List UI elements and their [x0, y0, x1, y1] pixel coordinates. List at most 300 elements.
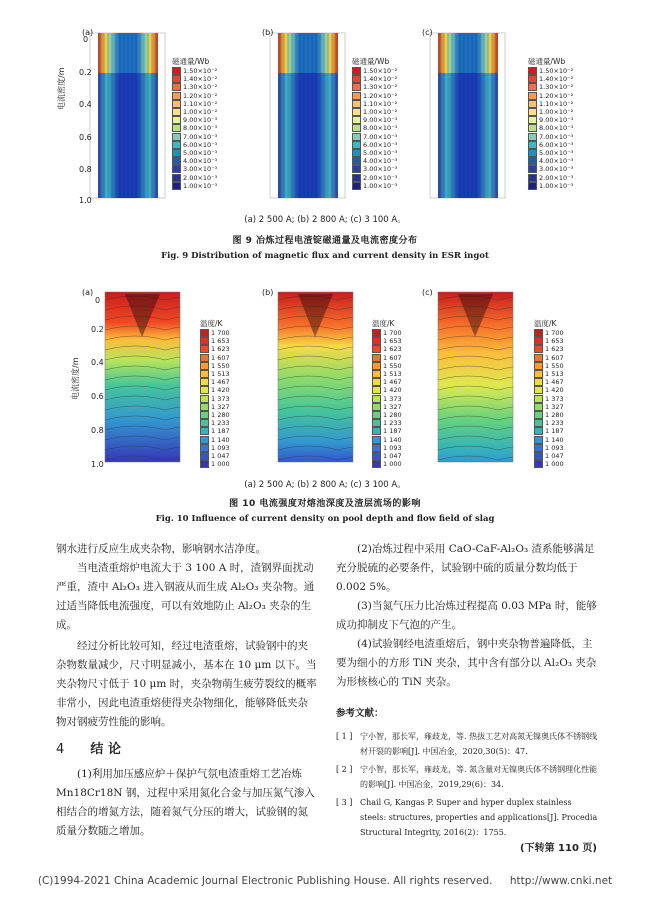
fig9-legend-label: 9.00×10⁻³ — [363, 116, 398, 125]
fig10-legend-swatch — [200, 436, 209, 444]
fig10-legend-label: 1 093 — [383, 443, 402, 452]
reference-1 — [336, 729, 598, 759]
fig9-legend-entry — [172, 100, 232, 108]
reference-2-num: [ 2 ] — [336, 765, 353, 774]
fig9-legend-swatch — [352, 92, 361, 100]
fig9-legend-label: 1.40×10⁻² — [183, 75, 218, 84]
fig10-legend-label: 1 623 — [545, 345, 564, 354]
fig10-legend-label: 1 280 — [383, 411, 402, 420]
fig10-legend-swatch — [372, 444, 381, 452]
fig9-legend-label: 6.00×10⁻³ — [363, 140, 398, 149]
fig9-legend-label: 1.10×10⁻² — [183, 99, 218, 108]
fig10-legend-label: 1 000 — [211, 460, 230, 469]
fig9-legend-label: 1.50×10⁻² — [183, 67, 218, 75]
fig10-legend-entry — [372, 378, 422, 386]
fig9-legend-label: 1.00×10⁻³ — [363, 181, 398, 190]
fig10-legend-swatch — [200, 427, 209, 435]
fig10-legend-label: 1 093 — [211, 443, 230, 452]
fig9-legend-label: 1.30×10⁻² — [183, 83, 218, 92]
fig10-legend-swatch — [534, 452, 543, 460]
fig9-legend-entry — [172, 133, 232, 141]
fig10-label-a: (a) — [82, 288, 94, 297]
fig10-legend-label: 1 140 — [545, 435, 564, 444]
fig10-legend-label: 1 140 — [383, 435, 402, 444]
fig10-legend-swatch — [534, 386, 543, 394]
fig10-panel-b — [278, 292, 353, 462]
fig10-legend-label: 1 700 — [383, 329, 402, 337]
fig10-legend-swatch — [200, 386, 209, 394]
left-para-1: 当电渣重熔炉电流大于 3 100 A 时，渣钢界面扰动严重，渣中 Al₂O₃ 进入钢液从而生成 Al₂O₃ 夹杂物。通过适当降低电流强度，可以有效地防止 Al₂O₃ 夹杂的生成。 — [56, 562, 315, 631]
fig10-legend-swatch — [534, 403, 543, 411]
fig10-legend-swatch — [534, 444, 543, 452]
fig9-legend-b-title: 磁通量/Wb — [352, 57, 390, 66]
left-para-2: 经过分析比较可知，经过电渣重熔，试验钢中的夹杂物数量减少，尺寸明显减小，基本在 10 μm 以下。当夹杂物尺寸低于 10 μm 时，夹杂物萌生疲劳裂纹的概率非常小，因此电渣重熔使得夹杂物细化，能够降低夹杂物对钢疲劳性能的影响。 — [56, 640, 317, 728]
fig10-legend-label: 1 280 — [211, 411, 230, 420]
fig10-legend-swatch — [372, 460, 381, 468]
fig9-legend-entry — [352, 67, 412, 75]
fig10-legend-swatch — [200, 378, 209, 386]
fig10-legend-label: 1 047 — [211, 452, 230, 461]
fig10-legend-entry — [534, 354, 584, 362]
fig9-legend-label: 2.00×10⁻³ — [363, 173, 398, 182]
fig10-legend-entry — [534, 345, 584, 353]
fig10-ylabel: 电流密度/m — [71, 357, 80, 400]
fig9-caption-cn: 图 9 冶炼过程电渣锭磁通量及电流密度分布 — [232, 236, 418, 246]
fig9-legend-swatch — [528, 67, 537, 75]
fig10-legend-entry — [200, 444, 250, 452]
fig10-legend-entry — [200, 337, 250, 345]
reference-3-num: [ 3 ] — [336, 798, 353, 807]
fig10-legend-swatch — [372, 411, 381, 419]
fig10-legend-swatch — [200, 444, 209, 452]
reference-1-num: [ 1 ] — [336, 732, 353, 741]
reference-list — [336, 729, 598, 840]
fig9-legend-swatch — [352, 149, 361, 157]
fig9-legend-entry — [528, 149, 588, 157]
fig9-panel-b — [270, 33, 345, 198]
fig9-legend-swatch — [528, 124, 537, 132]
fig9-legend-swatch — [352, 157, 361, 165]
fig9-legend-swatch — [352, 67, 361, 75]
fig10-legend-entry — [372, 370, 422, 378]
fig9-legend-label: 7.00×10⁻³ — [539, 132, 574, 141]
fig10-legend-b — [372, 318, 422, 468]
fig9-legend-entry — [528, 75, 588, 83]
fig10-legend-swatch — [200, 411, 209, 419]
fig10-legend-swatch — [534, 419, 543, 427]
fig10-legend-label: 1 373 — [211, 394, 230, 403]
reference-1-text: 宁小智，那长军，雍歧龙，等. 热拔工艺对高氮无镍奥氏体不锈钢线材开裂的影响[J]. 中国冶金，2020,30(5)：47. — [360, 732, 598, 756]
fig9-legend-swatch — [172, 141, 181, 149]
fig9-legend-entry — [352, 124, 412, 132]
fig10-caption-cn: 图 10 电流强度对熔池深度及渣层流场的影响 — [229, 499, 421, 509]
fig9-legend-entry — [352, 182, 412, 190]
fig9-legend-label: 1.00×10⁻² — [363, 108, 398, 117]
section-heading — [56, 740, 318, 759]
fig9-legend-label: 5.00×10⁻³ — [539, 149, 574, 158]
fig9-legend-entry — [528, 133, 588, 141]
fig9-legend-label: 1.00×10⁻² — [183, 108, 218, 117]
fig10-legend-entry — [200, 411, 250, 419]
fig10-legend-swatch — [200, 452, 209, 460]
fig10-legend-label: 1 327 — [383, 402, 402, 411]
fig10-legend-entry — [534, 362, 584, 370]
fig9-legend-entry — [352, 75, 412, 83]
fig9-legend-label: 9.00×10⁻³ — [183, 116, 218, 125]
fig10-legend-label: 1 467 — [211, 378, 230, 387]
fig9-legend-label: 1.00×10⁻³ — [183, 181, 218, 190]
fig9-legend-swatch — [172, 157, 181, 165]
fig9-legend-swatch — [528, 92, 537, 100]
fig10-legend-label: 1 607 — [545, 353, 564, 362]
fig10-legend-a-title: 温度/K — [200, 319, 223, 328]
right-para-1: (2)冶炼过程中采用 CaO-CaF-Al₂O₃ 渣系能够满足充分脱硫的必要条件，试验钢中硫的质量分数均低于 0.002 5%。 — [336, 543, 595, 593]
fig9-legend-label: 3.00×10⁻³ — [183, 165, 218, 174]
fig10-legend-entry — [200, 354, 250, 362]
right-column — [336, 540, 598, 840]
fig9-legend-swatch — [352, 75, 361, 83]
fig10-legend-swatch — [372, 362, 381, 370]
fig9-legend-swatch — [528, 83, 537, 91]
fig9-tick-4: 0.8 — [79, 165, 92, 174]
fig9-legend-label: 1.30×10⁻² — [539, 83, 574, 92]
fig9-legend-swatch — [172, 182, 181, 190]
fig10-legend-entry — [200, 436, 250, 444]
fig9-legend-swatch — [172, 133, 181, 141]
fig10-legend-label: 1 233 — [211, 419, 230, 428]
footer-url[interactable]: http://www.cnki.net — [509, 875, 613, 887]
fig9-legend-label: 1.40×10⁻² — [363, 75, 398, 84]
fig9-legend-label: 1.00×10⁻² — [539, 108, 574, 117]
fig10-legend-swatch — [200, 370, 209, 378]
fig10-legend-label: 1 233 — [383, 419, 402, 428]
fig9-legend-entry — [528, 92, 588, 100]
fig9-legend-entry — [352, 133, 412, 141]
fig9-legend-entry — [528, 83, 588, 91]
fig9-legend-label: 1.40×10⁻² — [539, 75, 574, 84]
fig10-legend-label: 1 513 — [545, 370, 564, 379]
fig9-legend-swatch — [172, 75, 181, 83]
fig10-legend-label: 1 420 — [383, 386, 402, 395]
fig9-legend-entry — [172, 116, 232, 124]
fig10-legend-entry — [200, 460, 250, 468]
fig9-subcaption: (a) 2 500 A; (b) 2 800 A; (c) 3 100 A。 — [244, 215, 406, 225]
fig10-legend-entry — [200, 378, 250, 386]
fig10-legend-swatch — [200, 460, 209, 468]
fig9-legend-label: 3.00×10⁻³ — [363, 165, 398, 174]
fig10-legend-label: 1 047 — [383, 452, 402, 461]
fig10-legend-c-list — [534, 329, 584, 468]
fig9-legend-swatch — [528, 116, 537, 124]
fig9-legend-label: 6.00×10⁻³ — [183, 140, 218, 149]
fig9-legend-label: 4.00×10⁻³ — [183, 157, 218, 166]
fig9-legend-entry — [352, 100, 412, 108]
references-title: 参考文献： — [336, 708, 384, 719]
fig10-legend-entry — [200, 329, 250, 337]
fig10-legend-entry — [200, 370, 250, 378]
fig10-tick-4: 0.8 — [91, 426, 104, 435]
fig9-legend-entry — [352, 157, 412, 165]
fig10-legend-swatch — [372, 354, 381, 362]
fig10-legend-entry — [534, 411, 584, 419]
fig10-legend-entry — [534, 460, 584, 468]
fig9-legend-entry — [352, 149, 412, 157]
fig9-legend-entry — [172, 92, 232, 100]
fig10-legend-label: 1 513 — [383, 370, 402, 379]
fig10-legend-label: 1 187 — [383, 427, 402, 436]
fig9-tick-2: 0.4 — [79, 100, 92, 109]
fig9-legend-entry — [528, 108, 588, 116]
footer — [0, 875, 650, 887]
fig9-legend-entry — [528, 67, 588, 75]
fig10-legend-swatch — [372, 329, 381, 337]
fig10-legend-entry — [534, 395, 584, 403]
fig9-legend-swatch — [528, 75, 537, 83]
fig10-legend-label: 1 000 — [545, 460, 564, 469]
fig10-legend-entry — [534, 403, 584, 411]
fig10-legend-swatch — [372, 419, 381, 427]
right-para-3: (4)试验钢经电渣重熔后，钢中夹杂物普遍降低，主要为细小的方形 TiN 夹杂，其中含有部分以 Al₂O₃ 夹杂为形核核心的 TiN 夹杂。 — [336, 638, 597, 688]
fig10-legend-entry — [534, 444, 584, 452]
fig9-tick-0: 0 — [83, 35, 89, 44]
fig10-legend-entry — [200, 403, 250, 411]
fig9-legend-swatch — [172, 149, 181, 157]
fig10-legend-swatch — [372, 427, 381, 435]
fig10-tick-3: 0.6 — [91, 392, 104, 401]
fig10-legend-entry — [372, 345, 422, 353]
fig10-legend-entry — [372, 436, 422, 444]
fig10-label-b: (b) — [262, 288, 274, 297]
fig9-legend-label: 9.00×10⁻³ — [539, 116, 574, 125]
fig9-legend-swatch — [172, 116, 181, 124]
fig9-legend-entry — [528, 141, 588, 149]
fig10-legend-entry — [372, 386, 422, 394]
fig10-legend-swatch — [200, 329, 209, 337]
fig9-legend-entry — [172, 174, 232, 182]
fig10-legend-swatch — [200, 395, 209, 403]
fig9-legend-swatch — [172, 83, 181, 91]
left-para-3: (1)利用加压感应炉＋保护气氛电渣重熔工艺冶炼 Mn18Cr18N 钢，过程中采用氮化合金与加压氮气渗入相结合的增氮方法，随着氮气分压的增大，试验钢的氮质量分数随之增加。 — [56, 768, 315, 837]
fig9-legend-label: 4.00×10⁻³ — [539, 157, 574, 166]
fig10-tick-0: 0 — [95, 296, 101, 305]
fig10-legend-label: 1 467 — [383, 378, 402, 387]
fig10-legend-label: 1 700 — [211, 329, 230, 337]
fig10-legend-swatch — [534, 329, 543, 337]
fig10-legend-swatch — [200, 345, 209, 353]
fig9-legend-swatch — [528, 174, 537, 182]
fig9-legend-entry — [352, 174, 412, 182]
fig10-legend-swatch — [534, 345, 543, 353]
fig10-legend-entry — [534, 452, 584, 460]
fig10-legend-swatch — [372, 403, 381, 411]
fig10-legend-swatch — [372, 337, 381, 345]
fig9-legend-entry — [172, 157, 232, 165]
fig10-legend-swatch — [372, 386, 381, 394]
fig9-legend-swatch — [352, 165, 361, 173]
fig10-legend-label: 1 187 — [211, 427, 230, 436]
fig10-legend-entry — [534, 378, 584, 386]
reference-3-text: Chail G, Kangas P. Super and hyper duplex stainless steels: structures, properties and applications[J]. Procedia Structural Integrity, 2016(2)：1755. — [360, 798, 598, 837]
fig9-legend-swatch — [172, 108, 181, 116]
fig10-legend-swatch — [372, 345, 381, 353]
fig10-legend-entry — [200, 386, 250, 394]
fig9-label-c: (c) — [422, 28, 433, 37]
fig10-legend-label: 1 373 — [545, 394, 564, 403]
fig9-legend-entry — [172, 83, 232, 91]
fig9-legend-swatch — [352, 133, 361, 141]
fig10-panel-c — [438, 292, 513, 462]
fig9-legend-swatch — [352, 100, 361, 108]
fig9-legend-label: 4.00×10⁻³ — [363, 157, 398, 166]
fig9-legend-swatch — [528, 100, 537, 108]
fig9-legend-swatch — [352, 174, 361, 182]
fig10-legend-swatch — [372, 378, 381, 386]
fig10-legend-label: 1 700 — [545, 329, 564, 337]
fig10-legend-entry — [372, 403, 422, 411]
fig10-legend-swatch — [372, 370, 381, 378]
fig9-legend-swatch — [352, 116, 361, 124]
fig10-legend-entry — [372, 329, 422, 337]
fig9-legend-swatch — [528, 108, 537, 116]
fig10-legend-swatch — [534, 337, 543, 345]
fig10-legend-entry — [372, 419, 422, 427]
fig9-legend-swatch — [172, 100, 181, 108]
fig10-legend-entry — [200, 345, 250, 353]
left-para-0: 钢水进行反应生成夹杂物，影响钢水洁净度。 — [56, 543, 266, 555]
fig9-legend-swatch — [528, 133, 537, 141]
fig9-legend-swatch — [352, 83, 361, 91]
fig9-legend-swatch — [172, 174, 181, 182]
fig10-legend-label: 1 373 — [383, 394, 402, 403]
fig10-legend-entry — [200, 452, 250, 460]
fig10-legend-label: 1 653 — [211, 337, 230, 346]
fig9-legend-label: 7.00×10⁻³ — [363, 132, 398, 141]
fig10-legend-entry — [372, 460, 422, 468]
fig10-legend-label: 1 327 — [545, 402, 564, 411]
fig9-legend-label: 5.00×10⁻³ — [183, 149, 218, 158]
fig9-legend-label: 1.10×10⁻² — [363, 99, 398, 108]
reference-2 — [336, 762, 598, 792]
fig9-legend-swatch — [172, 67, 181, 75]
fig10-legend-entry — [534, 419, 584, 427]
fig9-legend-label: 1.30×10⁻² — [363, 83, 398, 92]
fig10-tick-5: 1.0 — [91, 460, 104, 469]
fig9-legend-entry — [528, 124, 588, 132]
fig10-legend-swatch — [534, 427, 543, 435]
fig9-legend-label: 8.00×10⁻³ — [183, 124, 218, 133]
fig9-legend-label: 1.20×10⁻² — [183, 91, 218, 100]
fig9-legend-label: 7.00×10⁻³ — [183, 132, 218, 141]
fig9-legend-entry — [352, 141, 412, 149]
fig10-legend-entry — [534, 427, 584, 435]
fig10-legend-label: 1 513 — [211, 370, 230, 379]
fig9-legend-label: 1.10×10⁻² — [539, 99, 574, 108]
fig9-legend-label: 2.00×10⁻³ — [183, 173, 218, 182]
fig10-legend-entry — [200, 427, 250, 435]
fig9-legend-label: 1.00×10⁻³ — [539, 181, 574, 190]
fig10-legend-swatch — [534, 411, 543, 419]
fig10-legend-a-list — [200, 329, 250, 468]
fig9-legend-swatch — [172, 124, 181, 132]
fig10-legend-entry — [372, 444, 422, 452]
fig9-legend-swatch — [172, 165, 181, 173]
fig9-legend-entry — [352, 83, 412, 91]
fig10-subcaption: (a) 2 500 A; (b) 2 800 A; (c) 3 100 A。 — [244, 480, 406, 490]
fig10-legend-swatch — [200, 419, 209, 427]
fig9-legend-a-list — [172, 67, 232, 190]
fig9-legend-label: 1.20×10⁻² — [539, 91, 574, 100]
fig9-legend-swatch — [528, 149, 537, 157]
fig10-legend-label: 1 140 — [211, 435, 230, 444]
fig9-legend-label: 6.00×10⁻³ — [539, 140, 574, 149]
fig10-legend-swatch — [534, 362, 543, 370]
fig9-legend-c-title: 磁通量/Wb — [528, 57, 566, 66]
fig9-legend-b-list — [352, 67, 412, 190]
fig10-legend-swatch — [534, 354, 543, 362]
fig9-legend-swatch — [528, 141, 537, 149]
fig10-legend-swatch — [534, 460, 543, 468]
fig10-legend-label: 1 093 — [545, 443, 564, 452]
fig10-legend-swatch — [372, 436, 381, 444]
fig9-legend-label: 8.00×10⁻³ — [539, 124, 574, 133]
fig10-legend-swatch — [200, 362, 209, 370]
fig10-legend-swatch — [534, 395, 543, 403]
fig9-legend-entry — [528, 116, 588, 124]
fig9-legend-swatch — [528, 157, 537, 165]
fig10-legend-label: 1 420 — [545, 386, 564, 395]
fig9-legend-entry — [528, 182, 588, 190]
fig10-legend-entry — [200, 362, 250, 370]
fig10-legend-entry — [200, 395, 250, 403]
fig9-legend-swatch — [352, 182, 361, 190]
fig9-legend-c-list — [528, 67, 588, 190]
fig9-panel-c — [430, 33, 505, 198]
fig10-legend-a — [200, 318, 250, 468]
fig10-panel-a — [105, 292, 180, 462]
fig10-legend-swatch — [200, 337, 209, 345]
continued-note: (下转第 110 页) — [520, 843, 597, 854]
section-title: 结 论 — [90, 742, 121, 757]
fig9-legend-label: 1.50×10⁻² — [539, 67, 574, 75]
fig10-legend-label: 1 187 — [545, 427, 564, 436]
fig10-legend-label: 1 550 — [211, 361, 230, 370]
fig10-legend-entry — [534, 329, 584, 337]
fig10-legend-label: 1 467 — [545, 378, 564, 387]
fig10-legend-label: 1 000 — [383, 460, 402, 469]
fig10-legend-label: 1 420 — [211, 386, 230, 395]
fig10-legend-label: 1 233 — [545, 419, 564, 428]
fig10-legend-entry — [372, 337, 422, 345]
fig10-legend-entry — [372, 452, 422, 460]
fig9-legend-entry — [528, 174, 588, 182]
fig10-legend-swatch — [200, 403, 209, 411]
fig10-legend-label: 1 327 — [211, 402, 230, 411]
fig9-tick-3: 0.6 — [79, 133, 92, 142]
fig10-label-c: (c) — [422, 288, 433, 297]
fig10-legend-swatch — [534, 378, 543, 386]
fig9-tick-5: 1.0 — [79, 196, 92, 205]
fig10-legend-label: 1 550 — [545, 361, 564, 370]
fig10-legend-b-title: 温度/K — [372, 319, 395, 328]
fig9-legend-entry — [528, 100, 588, 108]
fig9-legend-entry — [172, 124, 232, 132]
fig9-legend-swatch — [172, 92, 181, 100]
fig10-legend-label: 1 623 — [211, 345, 230, 354]
fig10-legend-entry — [534, 436, 584, 444]
section-number: 4 — [56, 742, 65, 757]
fig10-legend-entry — [372, 395, 422, 403]
fig9-legend-entry — [528, 165, 588, 173]
